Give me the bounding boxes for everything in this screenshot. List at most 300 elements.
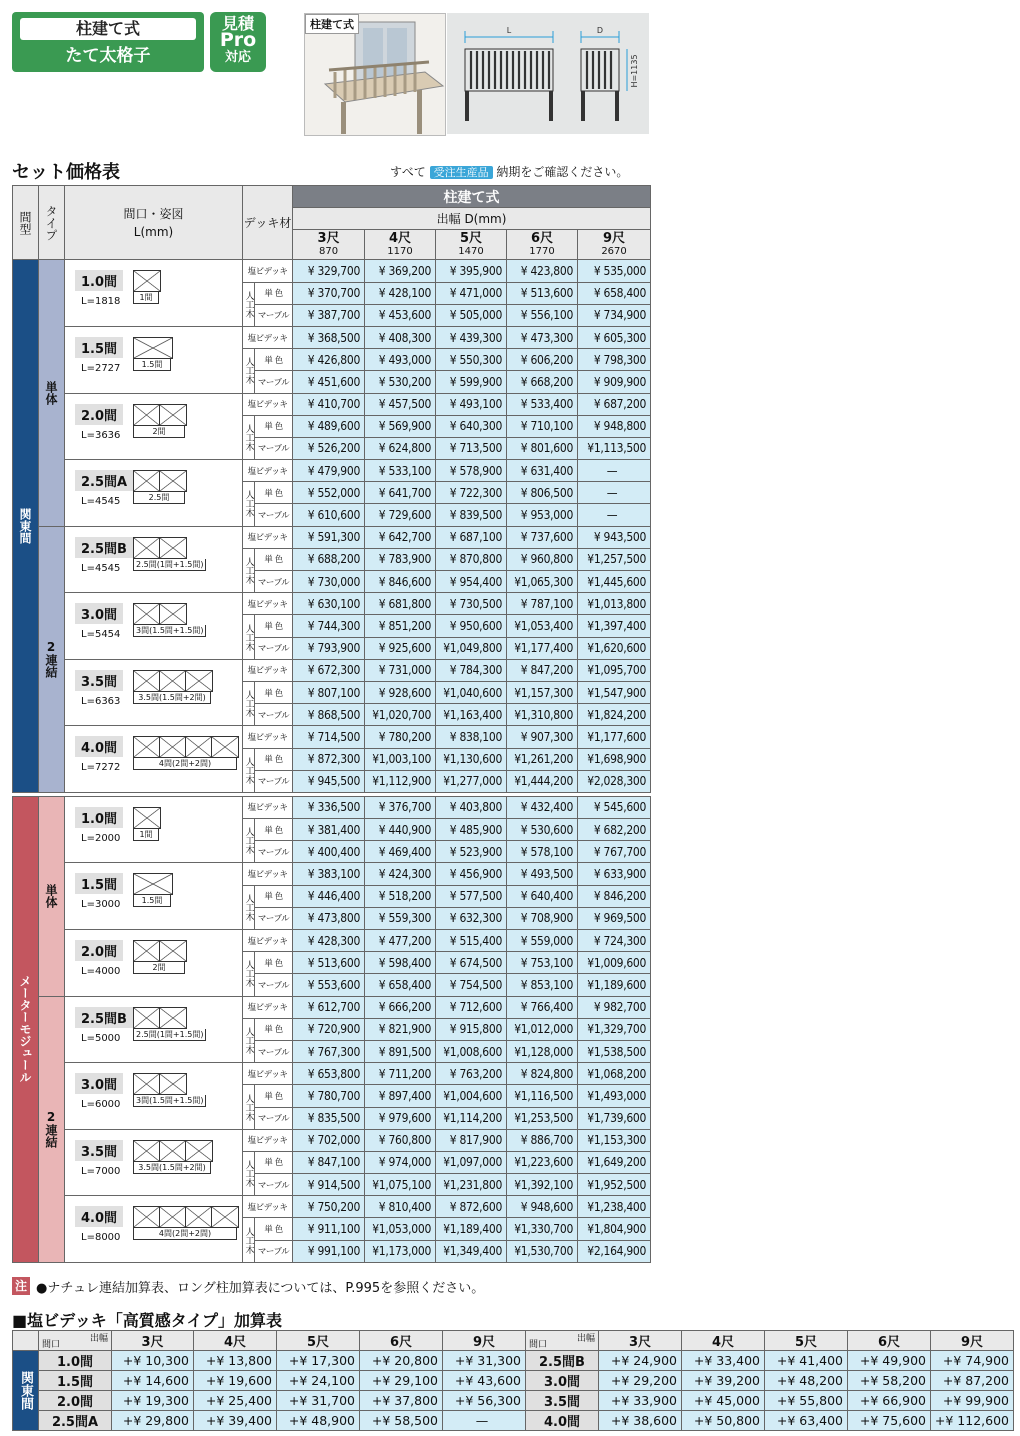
deck-label-shio: 塩ビデッキ — [243, 996, 293, 1018]
addon-size-header: 5尺 — [277, 1331, 360, 1351]
addon-row — [13, 1391, 1014, 1411]
price-cell: ¥1,257,500 — [578, 548, 651, 570]
size-cell — [65, 796, 243, 863]
price-cell: ¥ 477,200 — [365, 930, 436, 952]
addon-size-header: 3尺 — [599, 1331, 682, 1351]
dimension-drawing — [447, 13, 649, 134]
price-cell: ¥ 853,100 — [507, 974, 578, 996]
price-cell: ¥ 750,200 — [293, 1196, 365, 1218]
deck-label-marble: マーブル — [255, 504, 293, 526]
price-row — [13, 996, 651, 1018]
price-cell: ¥ 763,200 — [436, 1063, 507, 1085]
length-label: L=2000 — [81, 832, 121, 844]
header-deck: デッキ材 — [243, 186, 293, 260]
fence-elevation-icon — [133, 807, 161, 829]
fence-elevation-icon — [133, 404, 187, 426]
price-cell: ¥ 838,100 — [436, 726, 507, 748]
price-cell: ¥ 493,000 — [365, 349, 436, 371]
header-main: 柱建て式 — [293, 186, 651, 208]
price-row — [13, 326, 651, 348]
price-cell: ¥ 928,600 — [365, 681, 436, 703]
header-group: 間型 — [18, 210, 32, 235]
price-cell: — — [578, 482, 651, 504]
price-cell: ¥ 729,600 — [365, 504, 436, 526]
fence-elevation-icon — [133, 270, 161, 292]
deck-label-jinko-text: 人工木 — [243, 960, 254, 988]
deck-label-shio: 塩ビデッキ — [243, 863, 293, 885]
price-cell: ¥ 835,500 — [293, 1107, 365, 1129]
deck-label-marble: マーブル — [255, 571, 293, 593]
price-cell: ¥ 387,700 — [293, 304, 365, 326]
type-label-cell — [39, 260, 65, 526]
addon-price-cell: +¥ 58,500 — [360, 1411, 443, 1431]
price-cell: ¥ 948,800 — [578, 415, 651, 437]
panel-shape — [134, 874, 172, 894]
addon-price-cell: +¥ 87,200 — [931, 1371, 1014, 1391]
badge-line2: Pro — [219, 29, 257, 51]
deck-label-tanshoku: 単 色 — [255, 1085, 293, 1107]
size-cell — [65, 659, 243, 726]
deck-label-jinko-text: 人工木 — [243, 1026, 254, 1054]
price-cell: ¥ 523,900 — [436, 841, 507, 863]
deck-label-marble: マーブル — [255, 907, 293, 929]
addon-size-header: 6尺 — [360, 1331, 443, 1351]
price-cell: ¥1,112,900 — [365, 770, 436, 792]
length-label: L=5000 — [81, 1032, 121, 1044]
size-cell — [65, 1196, 243, 1263]
price-cell: ¥ 383,100 — [293, 863, 365, 885]
price-cell: ¥1,238,400 — [578, 1196, 651, 1218]
addon-price-cell: +¥ 20,800 — [360, 1351, 443, 1371]
price-cell: ¥ 453,600 — [365, 304, 436, 326]
price-cell: ¥ 847,200 — [507, 659, 578, 681]
length-label: L=3000 — [81, 899, 121, 911]
addon-group-cell — [13, 1351, 39, 1431]
deck-label-jinko-text: 人工木 — [243, 423, 254, 451]
panel-shape — [160, 471, 186, 491]
price-cell: ¥1,330,700 — [507, 1218, 578, 1240]
price-cell: ¥ 515,400 — [436, 930, 507, 952]
deck-label-jinko — [243, 349, 255, 393]
size-col-header — [507, 230, 578, 260]
price-cell: ¥ 793,900 — [293, 637, 365, 659]
price-cell: ¥1,349,400 — [436, 1240, 507, 1262]
deck-label-jinko-text: 人工木 — [243, 690, 254, 718]
header-sub: 出幅 D(mm) — [293, 208, 651, 230]
price-cell: ¥ 754,500 — [436, 974, 507, 996]
price-cell: ¥ 569,900 — [365, 415, 436, 437]
size-label: 2.5間B — [75, 537, 133, 558]
price-cell: ¥1,116,500 — [507, 1085, 578, 1107]
price-cell: ¥ 518,200 — [365, 885, 436, 907]
price-cell: ¥ 556,100 — [507, 304, 578, 326]
price-cell: ¥ 712,600 — [436, 996, 507, 1018]
price-cell: ¥ 982,700 — [578, 996, 651, 1018]
price-cell: ¥ 440,900 — [365, 819, 436, 841]
price-cell: ¥ 428,100 — [365, 282, 436, 304]
fence-width-label: 3.5間(1.5間+2間) — [133, 692, 211, 704]
addon-price-cell: +¥ 45,000 — [682, 1391, 765, 1411]
size-col-label: 5尺 — [459, 230, 483, 246]
price-cell: ¥1,310,800 — [507, 704, 578, 726]
price-cell: ¥ 493,100 — [436, 393, 507, 415]
price-cell: ¥ 395,900 — [436, 260, 507, 282]
price-cell: ¥1,177,600 — [578, 726, 651, 748]
price-cell: ¥ 552,000 — [293, 482, 365, 504]
fence-width-label: 2間 — [133, 962, 185, 974]
addon-header-row — [13, 1331, 1014, 1351]
price-cell: ¥ 846,600 — [365, 571, 436, 593]
deck-label-marble: マーブル — [255, 437, 293, 459]
price-cell: ¥ 668,200 — [507, 371, 578, 393]
addon-price-cell: +¥ 31,300 — [443, 1351, 526, 1371]
price-cell: ¥ 766,400 — [507, 996, 578, 1018]
addon-price-cell: +¥ 112,600 — [931, 1411, 1014, 1431]
deck-label-jinko — [243, 1018, 255, 1062]
panel-shape — [186, 1207, 212, 1227]
price-cell: ¥ 545,600 — [578, 796, 651, 818]
made-to-order-note — [390, 163, 628, 180]
fence-width-label: 1間 — [133, 829, 159, 841]
price-cell: ¥ 897,400 — [365, 1085, 436, 1107]
diagram-label-d: D — [596, 26, 604, 35]
size-label: 4.0間 — [75, 1206, 123, 1227]
price-cell: ¥1,068,200 — [578, 1063, 651, 1085]
set-price-table — [12, 185, 651, 1263]
price-cell: ¥1,004,600 — [436, 1085, 507, 1107]
price-cell: ¥1,444,200 — [507, 770, 578, 792]
deck-label-jinko — [243, 819, 255, 863]
price-cell: ¥ 376,700 — [365, 796, 436, 818]
deck-label-jinko-text: 人工木 — [243, 827, 254, 855]
size-col-mm: 870 — [318, 245, 339, 257]
deck-label-shio: 塩ビデッキ — [243, 460, 293, 482]
panel-shape — [134, 338, 172, 358]
price-cell: ¥ 473,800 — [293, 907, 365, 929]
price-cell: ¥ 886,700 — [507, 1129, 578, 1151]
price-cell: ¥1,493,000 — [578, 1085, 651, 1107]
fence-width-label: 2.5間(1間+1.5間) — [133, 559, 206, 571]
deck-label-shio: 塩ビデッキ — [243, 1063, 293, 1085]
price-cell: — — [578, 460, 651, 482]
price-row — [13, 1063, 651, 1085]
addon-price-cell: +¥ 24,900 — [599, 1351, 682, 1371]
size-label: 2.0間 — [75, 940, 123, 961]
price-cell: ¥1,053,400 — [507, 615, 578, 637]
panel-shape — [134, 271, 160, 291]
size-label: 3.5間 — [75, 670, 123, 691]
price-cell: ¥ 658,400 — [365, 974, 436, 996]
type-label-cell — [39, 526, 65, 792]
deck-label-tanshoku: 単 色 — [255, 415, 293, 437]
price-cell: ¥ 410,700 — [293, 393, 365, 415]
deck-label-marble: マーブル — [255, 304, 293, 326]
deck-label-jinko-text: 人工木 — [243, 756, 254, 784]
addon-size-header: 5尺 — [765, 1331, 848, 1351]
type-label-cell — [39, 796, 65, 996]
price-cell: ¥1,649,200 — [578, 1151, 651, 1173]
price-cell: ¥ 737,600 — [507, 526, 578, 548]
price-cell: ¥ 714,500 — [293, 726, 365, 748]
price-cell: ¥ 907,300 — [507, 726, 578, 748]
size-cell — [65, 996, 243, 1063]
length-label: L=7272 — [81, 762, 121, 774]
price-cell: ¥ 513,600 — [507, 282, 578, 304]
price-cell: ¥ 559,300 — [365, 907, 436, 929]
price-cell: ¥ 911,100 — [293, 1218, 365, 1240]
fence-width-label: 2.5間 — [133, 492, 185, 504]
note-suffix: 納期をご確認ください。 — [496, 165, 629, 179]
size-col-mm: 1770 — [529, 245, 555, 257]
deck-label-marble: マーブル — [255, 637, 293, 659]
price-cell: ¥ 720,900 — [293, 1018, 365, 1040]
price-cell: ¥1,040,600 — [436, 681, 507, 703]
addon-size-label: 3.5間 — [526, 1391, 599, 1411]
size-label: 3.0間 — [75, 603, 123, 624]
price-cell: ¥ 872,600 — [436, 1196, 507, 1218]
addon-size-header: 9尺 — [931, 1331, 1014, 1351]
size-col-mm: 1170 — [387, 245, 413, 257]
size-cell — [65, 393, 243, 460]
fence-elevation-icon — [133, 670, 213, 692]
price-row — [13, 1196, 651, 1218]
price-cell: ¥ 432,400 — [507, 796, 578, 818]
size-cell — [65, 863, 243, 930]
deck-label-tanshoku: 単 色 — [255, 349, 293, 371]
price-cell: ¥ 846,200 — [578, 885, 651, 907]
panel-shape — [134, 1008, 160, 1028]
panel-shape — [134, 737, 160, 757]
panel-shape — [160, 538, 186, 558]
deck-label-jinko-text: 人工木 — [243, 1226, 254, 1254]
deck-label-jinko — [243, 282, 255, 326]
addon-row — [13, 1351, 1014, 1371]
price-cell: ¥1,075,100 — [365, 1174, 436, 1196]
price-cell: ¥ 954,400 — [436, 571, 507, 593]
price-cell: ¥ 760,800 — [365, 1129, 436, 1151]
length-label: L=8000 — [81, 1232, 121, 1244]
deck-label-jinko — [243, 615, 255, 659]
deck-label-marble: マーブル — [255, 1107, 293, 1129]
addon-price-cell: +¥ 48,900 — [277, 1411, 360, 1431]
price-cell: ¥1,097,000 — [436, 1151, 507, 1173]
price-row — [13, 260, 651, 282]
addon-price-cell: +¥ 19,300 — [112, 1391, 194, 1411]
price-cell: ¥1,128,000 — [507, 1040, 578, 1062]
addon-price-cell: +¥ 39,400 — [194, 1411, 277, 1431]
price-cell: ¥ 731,000 — [365, 659, 436, 681]
deck-label-jinko — [243, 681, 255, 725]
panel-shape — [134, 671, 160, 691]
price-cell: ¥ 489,600 — [293, 415, 365, 437]
product-title-box — [12, 12, 204, 72]
panel-shape — [186, 1141, 212, 1161]
price-cell: ¥1,095,700 — [578, 659, 651, 681]
price-cell: ¥ 801,600 — [507, 437, 578, 459]
length-label: L=5454 — [81, 629, 121, 641]
price-cell: ¥ 535,000 — [578, 260, 651, 282]
price-cell: ¥ 945,500 — [293, 770, 365, 792]
deck-label-jinko — [243, 748, 255, 792]
addon-price-cell: +¥ 10,300 — [112, 1351, 194, 1371]
size-col-label: 6尺 — [530, 230, 554, 246]
price-cell: — — [578, 504, 651, 526]
price-cell: ¥ 821,900 — [365, 1018, 436, 1040]
fence-elevation-icon — [133, 603, 187, 625]
deck-label-tanshoku: 単 色 — [255, 819, 293, 841]
addon-size-label: 2.5間A — [39, 1411, 112, 1431]
addon-price-cell: +¥ 29,100 — [360, 1371, 443, 1391]
price-cell: ¥ 824,800 — [507, 1063, 578, 1085]
group-label: 関東間 — [18, 508, 32, 545]
addon-price-cell: +¥ 25,400 — [194, 1391, 277, 1411]
panel-shape — [160, 604, 186, 624]
size-col-mm: 1470 — [458, 245, 484, 257]
price-cell: ¥1,053,000 — [365, 1218, 436, 1240]
deck-label-jinko-text: 人工木 — [243, 893, 254, 921]
size-label: 4.0間 — [75, 736, 123, 757]
addon-size-header: 3尺 — [112, 1331, 194, 1351]
price-cell: ¥1,739,600 — [578, 1107, 651, 1129]
fence-width-label: 4間(2間+2間) — [133, 758, 237, 770]
panel-shape — [160, 1141, 186, 1161]
size-cell — [65, 930, 243, 997]
deck-label-marble: マーブル — [255, 974, 293, 996]
price-cell: ¥ 969,500 — [578, 907, 651, 929]
price-cell: ¥ 974,000 — [365, 1151, 436, 1173]
price-cell: ¥ 642,700 — [365, 526, 436, 548]
fence-elevation-icon — [133, 1206, 239, 1228]
mitsumori-pro-badge — [210, 12, 266, 72]
addon-price-cell: +¥ 14,600 — [112, 1371, 194, 1391]
panel-shape — [134, 808, 160, 828]
price-cell: ¥ 810,400 — [365, 1196, 436, 1218]
price-cell: ¥ 578,100 — [507, 841, 578, 863]
price-cell: ¥ 403,800 — [436, 796, 507, 818]
deck-label-tanshoku: 単 色 — [255, 548, 293, 570]
price-row — [13, 593, 651, 615]
deck-label-marble: マーブル — [255, 1174, 293, 1196]
price-row — [13, 393, 651, 415]
length-label: L=4000 — [81, 966, 121, 977]
header-size-unit: L(mm) — [133, 224, 174, 239]
deck-label-shio: 塩ビデッキ — [243, 930, 293, 952]
price-cell: ¥ 658,400 — [578, 282, 651, 304]
deck-label-tanshoku: 単 色 — [255, 615, 293, 637]
addon-blank-cell — [13, 1331, 39, 1351]
price-cell: ¥1,445,600 — [578, 571, 651, 593]
price-cell: ¥ 550,300 — [436, 349, 507, 371]
fence-elevation-icon — [133, 1073, 187, 1095]
price-cell: ¥ 381,400 — [293, 819, 365, 841]
size-cell — [65, 326, 243, 393]
addon-price-table — [12, 1330, 1014, 1431]
size-label: 1.5間 — [75, 337, 123, 358]
deck-label-marble: マーブル — [255, 704, 293, 726]
price-cell: ¥1,952,500 — [578, 1174, 651, 1196]
price-cell: ¥1,231,800 — [436, 1174, 507, 1196]
addon-price-cell: +¥ 37,800 — [360, 1391, 443, 1411]
price-cell: ¥ 641,700 — [365, 482, 436, 504]
price-cell: ¥1,804,900 — [578, 1218, 651, 1240]
price-cell: ¥ 915,800 — [436, 1018, 507, 1040]
deck-label-jinko-text: 人工木 — [243, 1160, 254, 1188]
size-cell — [65, 526, 243, 593]
addon-price-cell: +¥ 75,600 — [848, 1411, 931, 1431]
addon-price-cell: +¥ 55,800 — [765, 1391, 848, 1411]
deck-label-jinko-text: 人工木 — [243, 290, 254, 318]
price-cell: ¥ 950,600 — [436, 615, 507, 637]
dimension-diagram — [447, 13, 649, 134]
addon-price-cell: +¥ 48,200 — [765, 1371, 848, 1391]
price-row — [13, 863, 651, 885]
product-title-line2: たて太格子 — [65, 46, 151, 66]
size-col-header — [365, 230, 436, 260]
price-cell: ¥1,189,600 — [578, 974, 651, 996]
price-cell: ¥ 847,100 — [293, 1151, 365, 1173]
deck-label-jinko-text: 人工木 — [243, 357, 254, 385]
price-cell: ¥ 711,200 — [365, 1063, 436, 1085]
addon-size-label: 3.0間 — [526, 1371, 599, 1391]
length-label: L=6363 — [81, 695, 121, 707]
addon-size-header: 4尺 — [194, 1331, 277, 1351]
price-cell: ¥ 471,000 — [436, 282, 507, 304]
price-cell: ¥ 688,200 — [293, 548, 365, 570]
price-cell: ¥1,177,400 — [507, 637, 578, 659]
deck-label-jinko-text: 人工木 — [243, 623, 254, 651]
price-cell: ¥ 423,800 — [507, 260, 578, 282]
panel-shape — [134, 1074, 160, 1094]
panel-shape — [186, 671, 212, 691]
deck-label-tanshoku: 単 色 — [255, 952, 293, 974]
size-cell — [65, 460, 243, 527]
deck-label-jinko-text: 人工木 — [243, 557, 254, 584]
addon-price-cell: +¥ 39,200 — [682, 1371, 765, 1391]
price-cell: ¥ 368,500 — [293, 326, 365, 348]
deck-label-shio: 塩ビデッキ — [243, 526, 293, 548]
deck-label-jinko — [243, 952, 255, 996]
price-cell: ¥ 780,700 — [293, 1085, 365, 1107]
price-cell: ¥ 493,500 — [507, 863, 578, 885]
group-label: メーターモジュール — [18, 975, 32, 1084]
fence-width-label: 3間(1.5間+1.5間) — [133, 1095, 206, 1107]
size-label: 1.0間 — [75, 807, 123, 828]
panel-shape — [134, 471, 160, 491]
price-cell: ¥ 456,900 — [436, 863, 507, 885]
addon-table-title: ■塩ビデッキ「高質感タイプ」加算表 — [12, 1311, 282, 1330]
price-cell: ¥ 578,900 — [436, 460, 507, 482]
addon-price-cell: +¥ 74,900 — [931, 1351, 1014, 1371]
price-cell: ¥ 870,800 — [436, 548, 507, 570]
price-cell: ¥2,164,900 — [578, 1240, 651, 1262]
addon-price-cell: +¥ 38,600 — [599, 1411, 682, 1431]
price-cell: ¥ 599,900 — [436, 371, 507, 393]
addon-price-cell: +¥ 29,800 — [112, 1411, 194, 1431]
price-cell: ¥1,223,600 — [507, 1151, 578, 1173]
size-cell — [65, 1063, 243, 1130]
deck-label-tanshoku: 単 色 — [255, 748, 293, 770]
price-cell: ¥1,008,600 — [436, 1040, 507, 1062]
deck-label-shio: 塩ビデッキ — [243, 393, 293, 415]
price-cell: ¥1,114,200 — [436, 1107, 507, 1129]
corner-top-label: 出幅 — [576, 1334, 595, 1344]
price-cell: ¥ 336,500 — [293, 796, 365, 818]
deck-label-tanshoku: 単 色 — [255, 885, 293, 907]
price-cell: ¥1,049,800 — [436, 637, 507, 659]
addon-price-cell: +¥ 29,200 — [599, 1371, 682, 1391]
size-col-mm: 2670 — [601, 245, 627, 257]
price-cell: ¥ 780,200 — [365, 726, 436, 748]
